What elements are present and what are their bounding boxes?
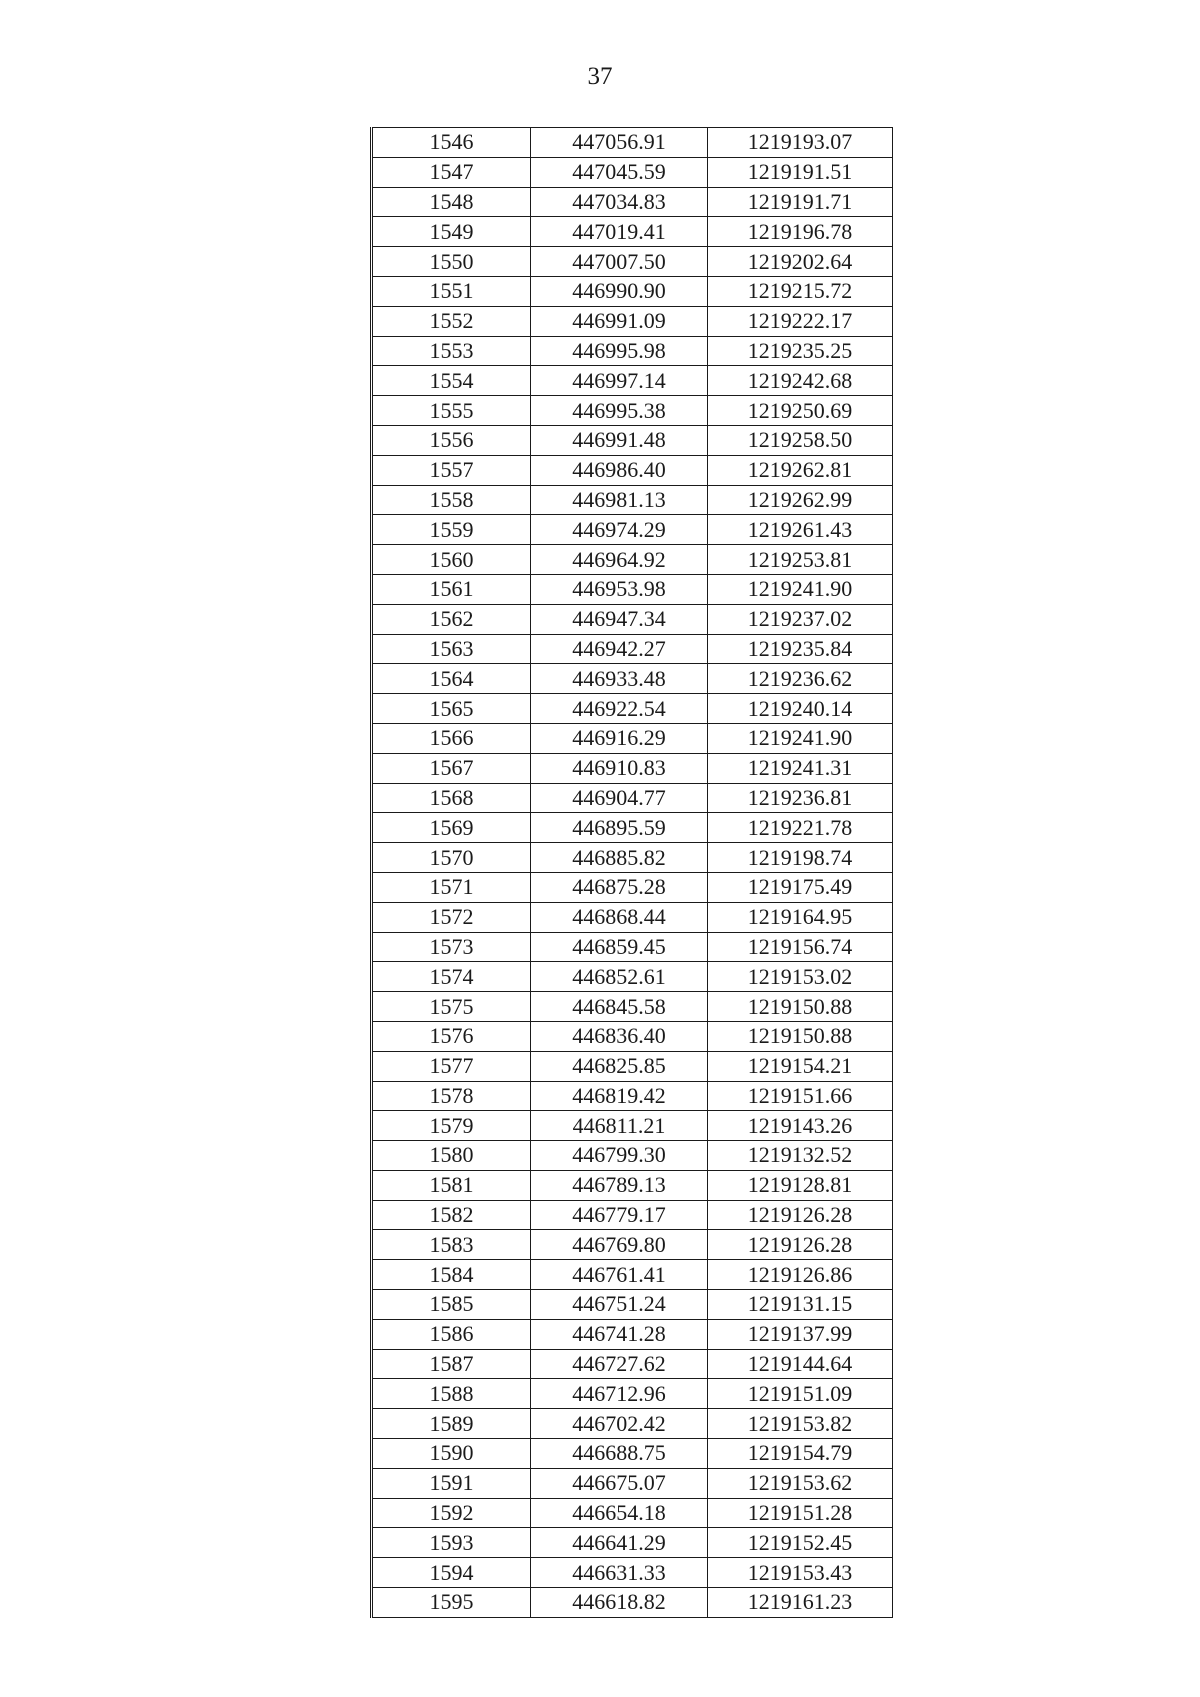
y-coordinate-cell: 1219235.25 (708, 336, 893, 366)
point-number-cell: 1589 (372, 1409, 531, 1439)
point-number-cell: 1551 (372, 276, 531, 306)
point-number-cell: 1583 (372, 1230, 531, 1260)
table-row (372, 1111, 893, 1141)
x-coordinate-cell: 446995.98 (531, 336, 708, 366)
point-number-cell: 1587 (372, 1349, 531, 1379)
y-coordinate-cell: 1219236.62 (708, 664, 893, 694)
x-coordinate-cell: 446688.75 (531, 1439, 708, 1469)
x-coordinate-cell: 446789.13 (531, 1170, 708, 1200)
point-number-cell: 1591 (372, 1468, 531, 1498)
x-coordinate-cell: 446702.42 (531, 1409, 708, 1439)
y-coordinate-cell: 1219215.72 (708, 276, 893, 306)
x-coordinate-cell: 446974.29 (531, 515, 708, 545)
table-row (372, 128, 893, 158)
point-number-cell: 1590 (372, 1439, 531, 1469)
x-coordinate-cell: 446922.54 (531, 694, 708, 724)
x-coordinate-cell: 447034.83 (531, 187, 708, 217)
point-number-cell: 1555 (372, 396, 531, 426)
point-number-cell: 1567 (372, 753, 531, 783)
point-number-cell: 1561 (372, 574, 531, 604)
x-coordinate-cell: 446675.07 (531, 1468, 708, 1498)
y-coordinate-cell: 1219151.28 (708, 1498, 893, 1528)
y-coordinate-cell: 1219198.74 (708, 843, 893, 873)
point-number-cell: 1594 (372, 1558, 531, 1588)
table-row (372, 1528, 893, 1558)
point-number-cell: 1557 (372, 455, 531, 485)
point-number-cell: 1576 (372, 1021, 531, 1051)
table-row (372, 366, 893, 396)
x-coordinate-cell: 446751.24 (531, 1290, 708, 1320)
table-row (372, 1409, 893, 1439)
page-number: 37 (587, 63, 613, 90)
point-number-cell: 1547 (372, 157, 531, 187)
point-number-cell: 1569 (372, 813, 531, 843)
table-row (372, 1290, 893, 1320)
x-coordinate-cell: 447019.41 (531, 217, 708, 247)
y-coordinate-cell: 1219126.86 (708, 1260, 893, 1290)
x-coordinate-cell: 446852.61 (531, 962, 708, 992)
point-number-cell: 1570 (372, 843, 531, 873)
point-number-cell: 1585 (372, 1290, 531, 1320)
table-row (372, 1081, 893, 1111)
x-coordinate-cell: 447007.50 (531, 247, 708, 277)
x-coordinate-cell: 447045.59 (531, 157, 708, 187)
table-row (372, 1051, 893, 1081)
y-coordinate-cell: 1219253.81 (708, 545, 893, 575)
table-row (372, 813, 893, 843)
x-coordinate-cell: 446868.44 (531, 902, 708, 932)
y-coordinate-cell: 1219261.43 (708, 515, 893, 545)
table-row (372, 247, 893, 277)
y-coordinate-cell: 1219153.82 (708, 1409, 893, 1439)
table-row (372, 1170, 893, 1200)
table-row (372, 1230, 893, 1260)
point-number-cell: 1556 (372, 425, 531, 455)
x-coordinate-cell: 446819.42 (531, 1081, 708, 1111)
point-number-cell: 1563 (372, 634, 531, 664)
y-coordinate-cell: 1219153.62 (708, 1468, 893, 1498)
table-row (372, 336, 893, 366)
table-row (372, 753, 893, 783)
x-coordinate-cell: 446991.48 (531, 425, 708, 455)
y-coordinate-cell: 1219150.88 (708, 1021, 893, 1051)
point-number-cell: 1584 (372, 1260, 531, 1290)
y-coordinate-cell: 1219128.81 (708, 1170, 893, 1200)
table-row (372, 187, 893, 217)
table-row (372, 217, 893, 247)
table-row (372, 723, 893, 753)
point-number-cell: 1574 (372, 962, 531, 992)
x-coordinate-cell: 446727.62 (531, 1349, 708, 1379)
y-coordinate-cell: 1219143.26 (708, 1111, 893, 1141)
x-coordinate-cell: 446859.45 (531, 932, 708, 962)
x-coordinate-cell: 446779.17 (531, 1200, 708, 1230)
y-coordinate-cell: 1219150.88 (708, 992, 893, 1022)
x-coordinate-cell: 446910.83 (531, 753, 708, 783)
table-row (372, 574, 893, 604)
x-coordinate-cell: 446811.21 (531, 1111, 708, 1141)
x-coordinate-cell: 446995.38 (531, 396, 708, 426)
coordinates-table (370, 127, 893, 1618)
y-coordinate-cell: 1219241.90 (708, 723, 893, 753)
table-row (372, 1021, 893, 1051)
x-coordinate-cell: 446618.82 (531, 1588, 708, 1618)
y-coordinate-cell: 1219131.15 (708, 1290, 893, 1320)
y-coordinate-cell: 1219221.78 (708, 813, 893, 843)
table-row (372, 1141, 893, 1171)
table-row (372, 962, 893, 992)
point-number-cell: 1579 (372, 1111, 531, 1141)
point-number-cell: 1575 (372, 992, 531, 1022)
table-row (372, 157, 893, 187)
table-row (372, 396, 893, 426)
point-number-cell: 1566 (372, 723, 531, 753)
table-row (372, 843, 893, 873)
x-coordinate-cell: 446631.33 (531, 1558, 708, 1588)
y-coordinate-cell: 1219152.45 (708, 1528, 893, 1558)
point-number-cell: 1592 (372, 1498, 531, 1528)
coordinates-table-body (372, 128, 893, 1618)
y-coordinate-cell: 1219250.69 (708, 396, 893, 426)
x-coordinate-cell: 446761.41 (531, 1260, 708, 1290)
point-number-cell: 1554 (372, 366, 531, 396)
x-coordinate-cell: 446845.58 (531, 992, 708, 1022)
point-number-cell: 1580 (372, 1141, 531, 1171)
point-number-cell: 1593 (372, 1528, 531, 1558)
point-number-cell: 1565 (372, 694, 531, 724)
point-number-cell: 1577 (372, 1051, 531, 1081)
y-coordinate-cell: 1219241.90 (708, 574, 893, 604)
y-coordinate-cell: 1219154.21 (708, 1051, 893, 1081)
y-coordinate-cell: 1219151.09 (708, 1379, 893, 1409)
table-row (372, 276, 893, 306)
x-coordinate-cell: 446654.18 (531, 1498, 708, 1528)
point-number-cell: 1586 (372, 1319, 531, 1349)
table-row (372, 872, 893, 902)
y-coordinate-cell: 1219193.07 (708, 128, 893, 158)
point-number-cell: 1578 (372, 1081, 531, 1111)
y-coordinate-cell: 1219156.74 (708, 932, 893, 962)
table-row (372, 1468, 893, 1498)
x-coordinate-cell: 446875.28 (531, 872, 708, 902)
y-coordinate-cell: 1219262.81 (708, 455, 893, 485)
point-number-cell: 1564 (372, 664, 531, 694)
y-coordinate-cell: 1219191.51 (708, 157, 893, 187)
y-coordinate-cell: 1219258.50 (708, 425, 893, 455)
table-row (372, 425, 893, 455)
y-coordinate-cell: 1219262.99 (708, 485, 893, 515)
table-row (372, 1379, 893, 1409)
x-coordinate-cell: 446895.59 (531, 813, 708, 843)
table-row (372, 664, 893, 694)
point-number-cell: 1568 (372, 783, 531, 813)
x-coordinate-cell: 446825.85 (531, 1051, 708, 1081)
table-row (372, 1498, 893, 1528)
x-coordinate-cell: 446964.92 (531, 545, 708, 575)
table-row (372, 1349, 893, 1379)
point-number-cell: 1553 (372, 336, 531, 366)
point-number-cell: 1573 (372, 932, 531, 962)
table-row (372, 783, 893, 813)
y-coordinate-cell: 1219161.23 (708, 1588, 893, 1618)
x-coordinate-cell: 446997.14 (531, 366, 708, 396)
x-coordinate-cell: 446942.27 (531, 634, 708, 664)
y-coordinate-cell: 1219196.78 (708, 217, 893, 247)
y-coordinate-cell: 1219151.66 (708, 1081, 893, 1111)
point-number-cell: 1581 (372, 1170, 531, 1200)
x-coordinate-cell: 446641.29 (531, 1528, 708, 1558)
x-coordinate-cell: 446953.98 (531, 574, 708, 604)
x-coordinate-cell: 446990.90 (531, 276, 708, 306)
point-number-cell: 1595 (372, 1588, 531, 1618)
x-coordinate-cell: 446769.80 (531, 1230, 708, 1260)
point-number-cell: 1560 (372, 545, 531, 575)
table-row (372, 634, 893, 664)
x-coordinate-cell: 446741.28 (531, 1319, 708, 1349)
y-coordinate-cell: 1219237.02 (708, 604, 893, 634)
y-coordinate-cell: 1219202.64 (708, 247, 893, 277)
x-coordinate-cell: 446885.82 (531, 843, 708, 873)
y-coordinate-cell: 1219137.99 (708, 1319, 893, 1349)
table-row (372, 545, 893, 575)
y-coordinate-cell: 1219144.64 (708, 1349, 893, 1379)
y-coordinate-cell: 1219241.31 (708, 753, 893, 783)
y-coordinate-cell: 1219175.49 (708, 872, 893, 902)
table-row (372, 1439, 893, 1469)
x-coordinate-cell: 446947.34 (531, 604, 708, 634)
point-number-cell: 1552 (372, 306, 531, 336)
table-row (372, 992, 893, 1022)
point-number-cell: 1582 (372, 1200, 531, 1230)
point-number-cell: 1550 (372, 247, 531, 277)
y-coordinate-cell: 1219236.81 (708, 783, 893, 813)
x-coordinate-cell: 446981.13 (531, 485, 708, 515)
y-coordinate-cell: 1219242.68 (708, 366, 893, 396)
point-number-cell: 1588 (372, 1379, 531, 1409)
y-coordinate-cell: 1219240.14 (708, 694, 893, 724)
x-coordinate-cell: 446799.30 (531, 1141, 708, 1171)
x-coordinate-cell: 446991.09 (531, 306, 708, 336)
table-row (372, 1588, 893, 1618)
y-coordinate-cell: 1219126.28 (708, 1200, 893, 1230)
x-coordinate-cell: 446836.40 (531, 1021, 708, 1051)
y-coordinate-cell: 1219132.52 (708, 1141, 893, 1171)
y-coordinate-cell: 1219153.02 (708, 962, 893, 992)
x-coordinate-cell: 446986.40 (531, 455, 708, 485)
point-number-cell: 1558 (372, 485, 531, 515)
point-number-cell: 1559 (372, 515, 531, 545)
point-number-cell: 1571 (372, 872, 531, 902)
y-coordinate-cell: 1219164.95 (708, 902, 893, 932)
table-row (372, 1200, 893, 1230)
y-coordinate-cell: 1219235.84 (708, 634, 893, 664)
point-number-cell: 1546 (372, 128, 531, 158)
table-row (372, 1319, 893, 1349)
y-coordinate-cell: 1219191.71 (708, 187, 893, 217)
x-coordinate-cell: 446916.29 (531, 723, 708, 753)
x-coordinate-cell: 446933.48 (531, 664, 708, 694)
table-row (372, 694, 893, 724)
point-number-cell: 1562 (372, 604, 531, 634)
table-row (372, 455, 893, 485)
table-row (372, 1260, 893, 1290)
x-coordinate-cell: 447056.91 (531, 128, 708, 158)
table-row (372, 515, 893, 545)
table-row (372, 604, 893, 634)
table-row (372, 306, 893, 336)
x-coordinate-cell: 446712.96 (531, 1379, 708, 1409)
table-row (372, 902, 893, 932)
y-coordinate-cell: 1219126.28 (708, 1230, 893, 1260)
point-number-cell: 1572 (372, 902, 531, 932)
table-row (372, 485, 893, 515)
table-row (372, 932, 893, 962)
point-number-cell: 1548 (372, 187, 531, 217)
x-coordinate-cell: 446904.77 (531, 783, 708, 813)
point-number-cell: 1549 (372, 217, 531, 247)
y-coordinate-cell: 1219153.43 (708, 1558, 893, 1588)
table-row (372, 1558, 893, 1588)
y-coordinate-cell: 1219154.79 (708, 1439, 893, 1469)
y-coordinate-cell: 1219222.17 (708, 306, 893, 336)
